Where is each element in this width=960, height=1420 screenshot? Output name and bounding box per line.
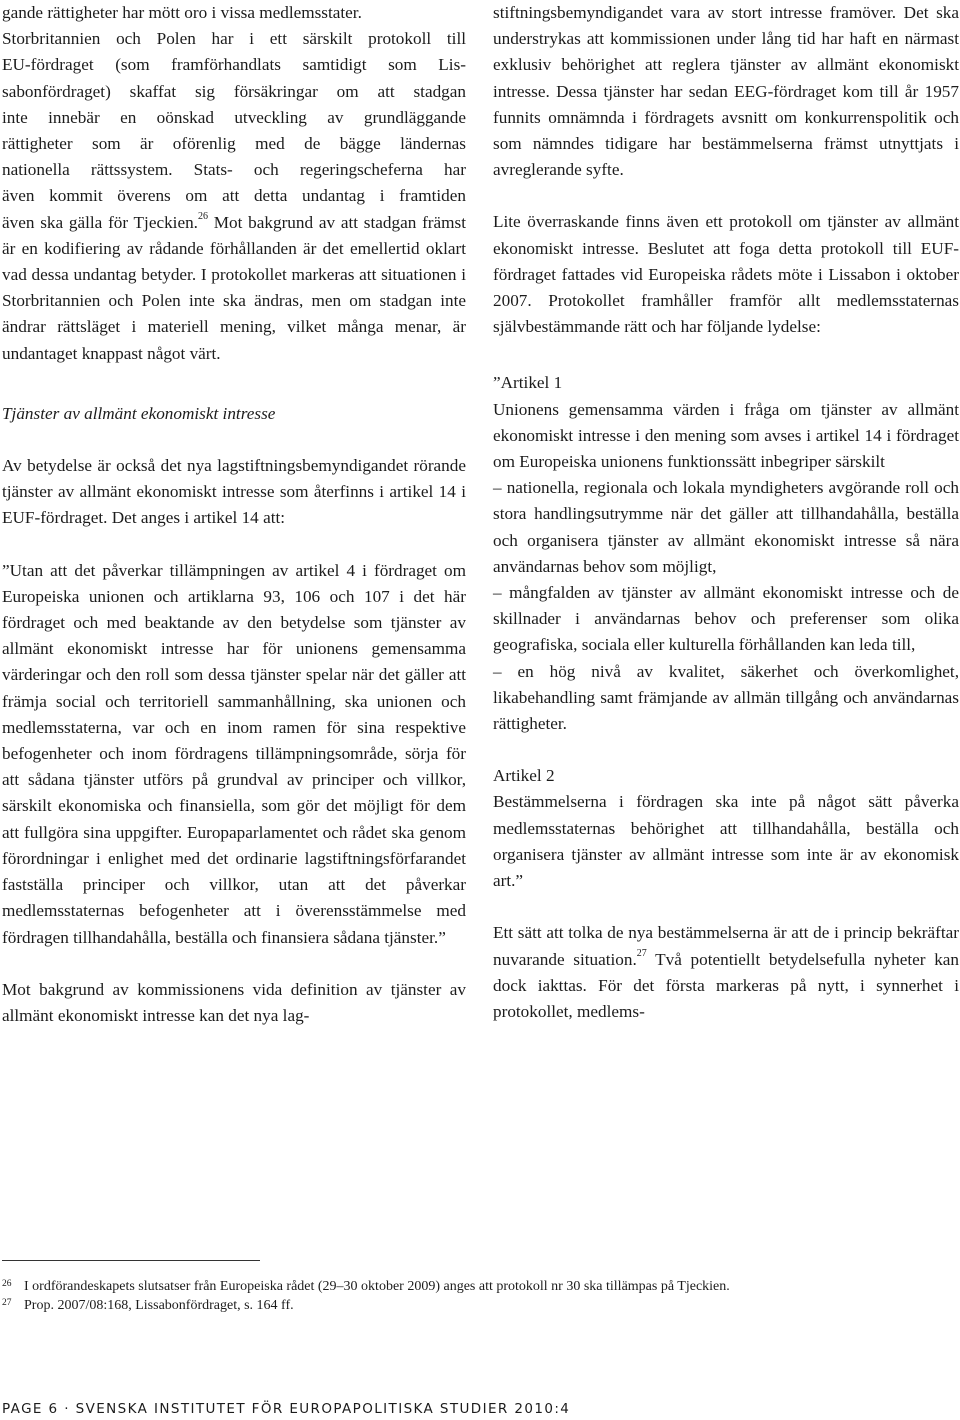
left-paragraph-1-line: gande rättigheter har mött oro i vissa medlemsstater. — [2, 3, 362, 22]
left-paragraph-1-line: rättigheter som är oförenlig med de bägge ländernas — [2, 134, 466, 154]
article-1-item-1: – nationella, regionala och lokala myndigheters avgörande roll och stora handlingsutrymme när det gäller att tillhandahålla, beställa och organisera tjänster av allmänt ekonomiskt intresse så nära användarnas behov som möjligt, — [493, 478, 959, 576]
footnote-text: Prop. 2007/08:168, Lissabonfördraget, s. 164 ff. — [24, 1297, 294, 1313]
footnote-ref-27: 27 — [636, 947, 647, 959]
article-2-title: Artikel 2 — [493, 766, 555, 786]
footnote-27 — [2, 1297, 902, 1316]
footnote-26 — [2, 1278, 902, 1297]
left-paragraph-1-line: nationella rättssystem. Stats- och regeringscheferna har — [2, 160, 466, 180]
left-quote-artikel-14: ”Utan att det påverkar tillämpningen av artikel 4 i fördraget om Europeiska unionen och artiklarna 93, 106 och 107 i det här fördraget och med beaktande av den betydelse som tjänster av allmänt ekonomiskt intresse har för unionens gemensamma värderingar och den roll som dessa tjänster spelar när det gäller att främja social och territoriell sammanhållning, ska unionen och medlemsstaterna, var och en inom ramen för sina respektive befogenheter och inom fördragens tillämpningsområde, sörja för att sådana tjänster utförs på grundval av principer och villkor, särskilt ekonomiska och finansiella, som gör det möjligt för dem att fullgöra sina uppgifter. Europaparlamentet och rådet ska genom förordningar i enlighet med det ordinarie lagstiftningsförfarandet fastställa principer och villkor, utan att det påverkar medlemsstaternas befogenheter att i överensstämmelse med fördragen tillhandahålla, beställa och finansiera sådana tjänster.” — [2, 560, 466, 947]
left-paragraph-3: Mot bakgrund av kommissionens vida definition av tjänster av allmänt ekonomiskt intresse kan det nya lag- — [2, 979, 466, 1025]
right-paragraph-1: stiftningsbemyndigandet vara av stort intresse framöver. Det ska understrykas att kommissionen under lång tid har haft en närmast exklusiv behörighet att reglera tjänster av allmänt ekonomiskt intresse. Dessa tjänster har sedan EEG-fördraget kom till år 1957 funnits omnämnda i fördragets avsnitt om konkurrenspolitik och som nämndes tidigare har bestämmelserna främst utnyttjats i avreglerande syfte. — [493, 3, 959, 180]
left-paragraph-1-line: inte innebär en oönskad utveckling av grundläggande — [2, 107, 466, 127]
right-paragraph-2: Lite överraskande finns även ett protokoll om tjänster av allmänt ekonomiskt intresse. Beslutet att foga detta protokoll till EUF-fördraget fattades vid Europeiska rådets möte i Lissabon i oktober 2007. Protokollet framhåller framför allt medlemsstaternas självbestämmande rätt och har följande lydelse: — [493, 212, 959, 337]
right-column — [493, 0, 959, 1025]
article-1-title: ”Artikel 1 — [493, 373, 563, 393]
left-column — [2, 0, 466, 1029]
footnote-number: 27 — [2, 1297, 12, 1308]
left-paragraph-1 — [2, 0, 466, 367]
right-paragraph-3-text-before-footnote: Ett sätt att tolka de nya bestämmelserna är att de i princip bekräftar nuvarande situation. — [493, 923, 959, 969]
footnote-divider — [2, 1260, 260, 1261]
right-paragraph-3-text-after-footnote: Två potentiellt betydelsefulla nyheter kan dock iakttas. För det första markeras på nytt, i synnerhet i protokollet, medlems- — [493, 949, 960, 1021]
left-paragraph-2: Av betydelse är också det nya lagstiftningsbemyndigandet rörande tjänster av allmänt ekonomiskt intresse som återfinns i artikel 14 i EUF-fördraget. Det anges i artikel 14 att: — [2, 456, 466, 528]
page-footer: PAGE 6 · SVENSKA INSTITUTET FÖR EUROPAPOLITISKA STUDIER 2010:4 — [2, 1401, 571, 1417]
article-1-intro: Unionens gemensamma värden i fråga om tjänster av allmänt ekonomiskt intresse i den mening som avses i artikel 14 i fördraget om Europeiska unionens funktionssätt inbegriper särskilt — [493, 399, 959, 472]
left-paragraph-1-line: EU-fördraget (som framförhandlats samtidigt som Lis- — [2, 55, 466, 75]
left-paragraph-1-line: sabonfördraget) skaffat sig försäkringar om att stadgan — [2, 81, 466, 101]
article-1-item-3: – en hög nivå av kvalitet, säkerhet och överkomlighet, likabehandling samt främjande av allmän tillgång och användarnas rättigheter. — [493, 661, 959, 734]
article-2-text: Bestämmelserna i fördragen ska inte på något sätt påverka medlemsstaternas behörighet att tillhandahålla, beställa och organisera tjänster av allmänt intresse som inte är av ekonomisk art.” — [493, 792, 959, 891]
footnote-text: I ordförandeskapets slutsatser från Europeiska rådet (29–30 oktober 2009) anges att protokoll nr 30 ska tillämpas på Tjeckien. — [24, 1279, 730, 1294]
left-paragraph-1-text-after-footnote: Mot bakgrund av att stadgan främst är en kodifiering av rådande förhållanden är det emellertid oklart vad dessa undantag betyder. I protokollet markeras att situationen i Storbritannien och Polen inte ska ändras, men om stadgan inte ändrar rättsläget i materiell mening, vilket många menar, är undantaget knappast något värt. — [2, 212, 466, 363]
right-paragraph-3 — [493, 920, 959, 1025]
left-paragraph-1-line: Storbritannien och Polen har i ett särskilt protokoll till — [2, 29, 466, 49]
left-paragraph-1-text-before-footnote: även ska gälla för Tjeckien. — [2, 212, 198, 232]
footnotes — [2, 1278, 902, 1315]
footnote-ref-26: 26 — [197, 210, 208, 222]
article-1-item-2: – mångfalden av tjänster av allmänt ekonomiskt intresse och de skillnader i användarnas behov och preferenser som olika geografiska, sociala eller kulturella förhållanden kan leda till, — [493, 583, 959, 655]
section-heading: Tjänster av allmänt ekonomiskt intresse — [2, 403, 276, 423]
left-paragraph-1-line: även kommit överens om att detta undantag i framtiden — [2, 186, 466, 206]
footnote-number: 26 — [2, 1279, 12, 1289]
